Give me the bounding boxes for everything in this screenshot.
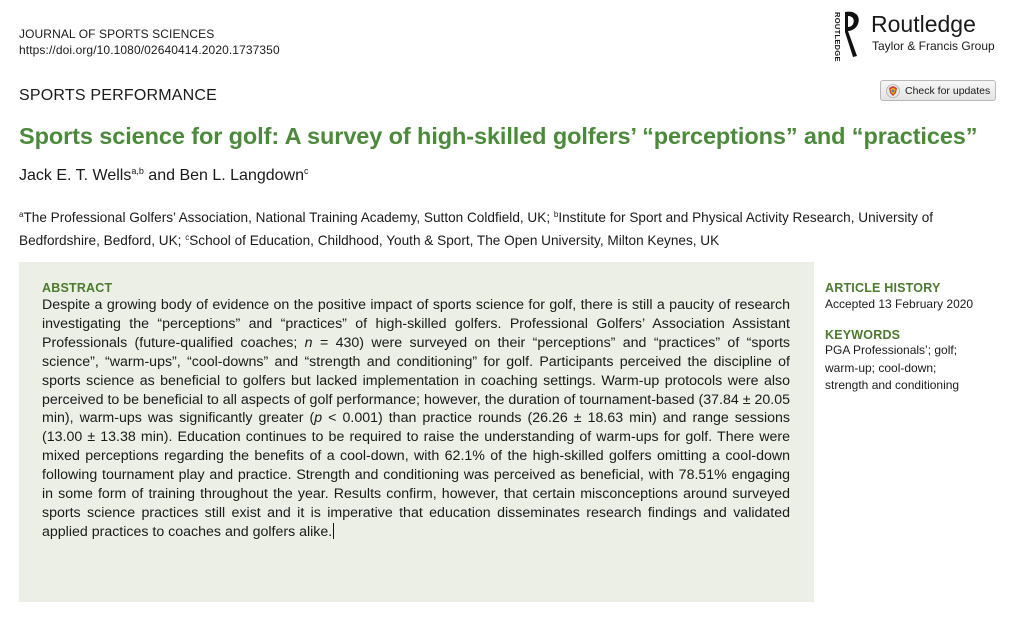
- affiliation-marker: b: [553, 210, 559, 219]
- affiliation-c: School of Education, Childhood, Youth & Sport, The Open University, Milton Keynes, UK: [189, 233, 720, 248]
- article-history: [825, 281, 1005, 314]
- author-name[interactable]: Ben L. Langdown: [179, 167, 304, 184]
- author-affiliation-marker: c: [303, 166, 309, 176]
- keywords-line: PGA Professionals’; golf;: [825, 343, 958, 357]
- keywords-line: warm-up; cool-down;: [825, 360, 937, 375]
- publisher-group: Taylor & Francis Group: [872, 39, 995, 53]
- math-variable-n: n: [304, 334, 313, 351]
- author-joiner: and: [143, 167, 180, 184]
- author-affiliation-marker: a,b: [131, 166, 144, 176]
- affiliations: [19, 205, 999, 251]
- doi-link[interactable]: https://doi.org/10.1080/02640414.2020.1737350: [19, 43, 280, 57]
- article-title: Sports science for golf: A survey of high-skilled golfers’ “perceptions” and “practices”: [19, 123, 978, 149]
- article-history-heading: ARTICLE HISTORY: [825, 281, 941, 295]
- affiliation-b: Institute for Sport and Physical Activity Research, University of Bedfordshire, Bedford, UK;: [19, 210, 934, 248]
- crossmark-icon: [886, 84, 900, 98]
- author-name[interactable]: Jack E. T. Wells: [19, 167, 132, 184]
- publisher-name: Routledge: [871, 11, 976, 37]
- journal-header: [19, 26, 280, 58]
- journal-name: JOURNAL OF SPORTS SCIENCES: [19, 27, 215, 41]
- logo-vertical-text: ROUTLEDGE: [833, 12, 842, 62]
- routledge-r-icon: [843, 10, 863, 58]
- check-for-updates-label: Check for updates: [905, 84, 991, 97]
- text-cursor: [333, 523, 334, 539]
- accepted-date: Accepted 13 February 2020: [825, 297, 974, 311]
- abstract-text[interactable]: Despite a growing body of evidence on the positive impact of sports science for golf, there is still a paucity of research investigating the “perceptions” and “practices” of high-skilled golfers. Professional Golfers’ Association Assistant Professionals (future-qualified coaches; n = 430) were surveyed on their “perceptions” and “practices” of “sports science”, “warm-ups”, “cool-downs” and “strength and conditioning” for golf. Participants perceived the discipline of sports science as beneficial to golfers but lacked implementation in coaching settings. Warm-up protocols were also perceived to be beneficial to all aspects of golf performance; however, the duration of tournament-based (37.84 ± 20.05 min), warm-ups was significantly greater (p < 0.001) than practice rounds (26.26 ± 18.63 min) and range sessions (13.00 ± 13.38 min). Education continues to be required to raise the understanding of warm-ups for golf. There were mixed perceptions regarding the benefits of a cool-down, with 62.1% of the high-skilled golfers omitting a cool-down following tournament play and practice. Strength and conditioning was perceived as beneficial, with 78.51% engaging in some form of training throughout the year. Results confirm, however, that certain misconceptions around surveyed sports science practices still exist and it is imperative that education disseminates research findings and validated applied practices to coaches and golfers alike.: [42, 297, 790, 540]
- publisher-logo: [831, 8, 1001, 62]
- keywords: [825, 328, 1005, 395]
- affiliation-a: The Professional Golfers’ Association, National Training Academy, Sutton Coldfield, UK;: [23, 210, 554, 225]
- keywords-heading: KEYWORDS: [825, 328, 901, 342]
- author-list: [19, 166, 308, 185]
- check-for-updates-button[interactable]: [880, 80, 996, 101]
- abstract-heading: ABSTRACT: [42, 281, 113, 295]
- affiliation-marker: a: [19, 210, 24, 219]
- math-variable-p: p: [314, 410, 323, 427]
- abstract-box: [19, 262, 814, 602]
- affiliation-marker: c: [185, 233, 190, 242]
- section-label: SPORTS PERFORMANCE: [19, 87, 217, 104]
- keywords-line: strength and conditioning: [825, 378, 960, 392]
